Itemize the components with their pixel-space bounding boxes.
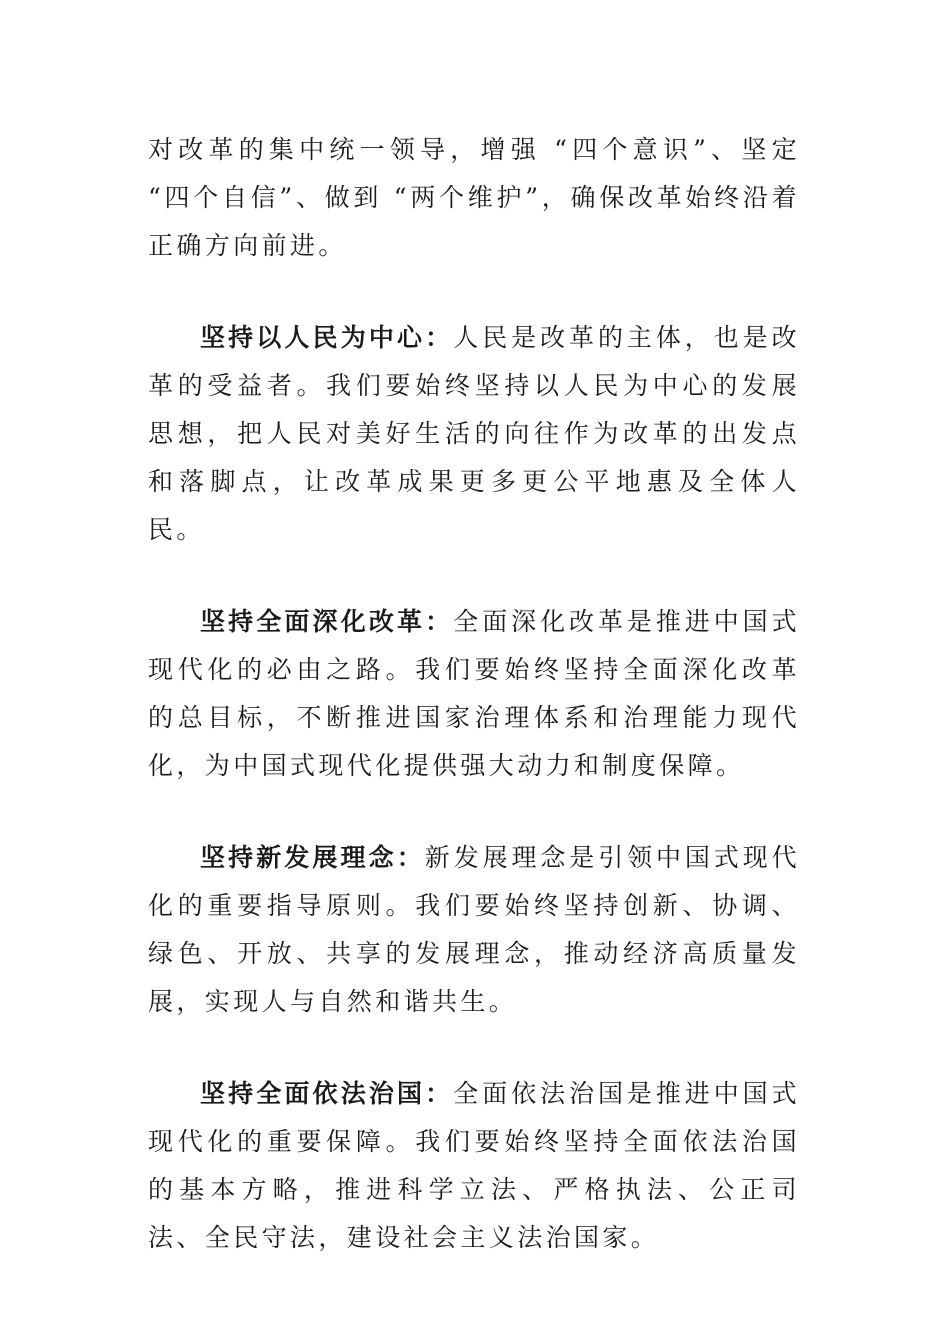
paragraph-text: 新发展理念是引领中国式现代化的重要指导原则。我们要始终坚持创新、协调、绿色、开放、共享的发展理念，推动经济高质量发展，实现人与自然和谐共生。 [148, 843, 800, 1016]
paragraph-heading: 坚持新发展理念： [200, 843, 425, 872]
paragraph-rule-of-law [148, 1070, 800, 1262]
paragraph-heading: 坚持全面深化改革： [200, 607, 454, 636]
document-page [148, 126, 800, 1306]
paragraph-text: 对改革的集中统一领导，增强 “四个意识”、坚定 “四个自信”、做到 “两个维护”，确保改革始终沿着正确方向前进。 [148, 135, 800, 260]
paragraph-text: 全面深化改革是推进中国式现代化的必由之路。我们要始终坚持全面深化改革的总目标，不断推进国家治理体系和治理能力现代化，为中国式现代化提供强大动力和制度保障。 [148, 607, 800, 780]
paragraph-deepen-reform [148, 598, 800, 790]
paragraph-continuation [148, 126, 800, 270]
paragraph-text: 人民是改革的主体，也是改革的受益者。我们要始终坚持以人民为中心的发展思想，把人民对美好生活的向往作为改革的出发点和落脚点，让改革成果更多更公平地惠及全体人民。 [148, 323, 800, 544]
paragraph-text: 全面依法治国是推进中国式现代化的重要保障。我们要始终坚持全面依法治国的基本方略，推进科学立法、严格执法、公正司法、全民守法，建设社会主义法治国家。 [148, 1079, 800, 1252]
paragraph-heading: 坚持全面依法治国： [200, 1079, 454, 1108]
paragraph-people-centered [148, 314, 800, 554]
paragraph-new-development [148, 834, 800, 1026]
paragraph-heading: 坚持以人民为中心： [200, 323, 454, 352]
